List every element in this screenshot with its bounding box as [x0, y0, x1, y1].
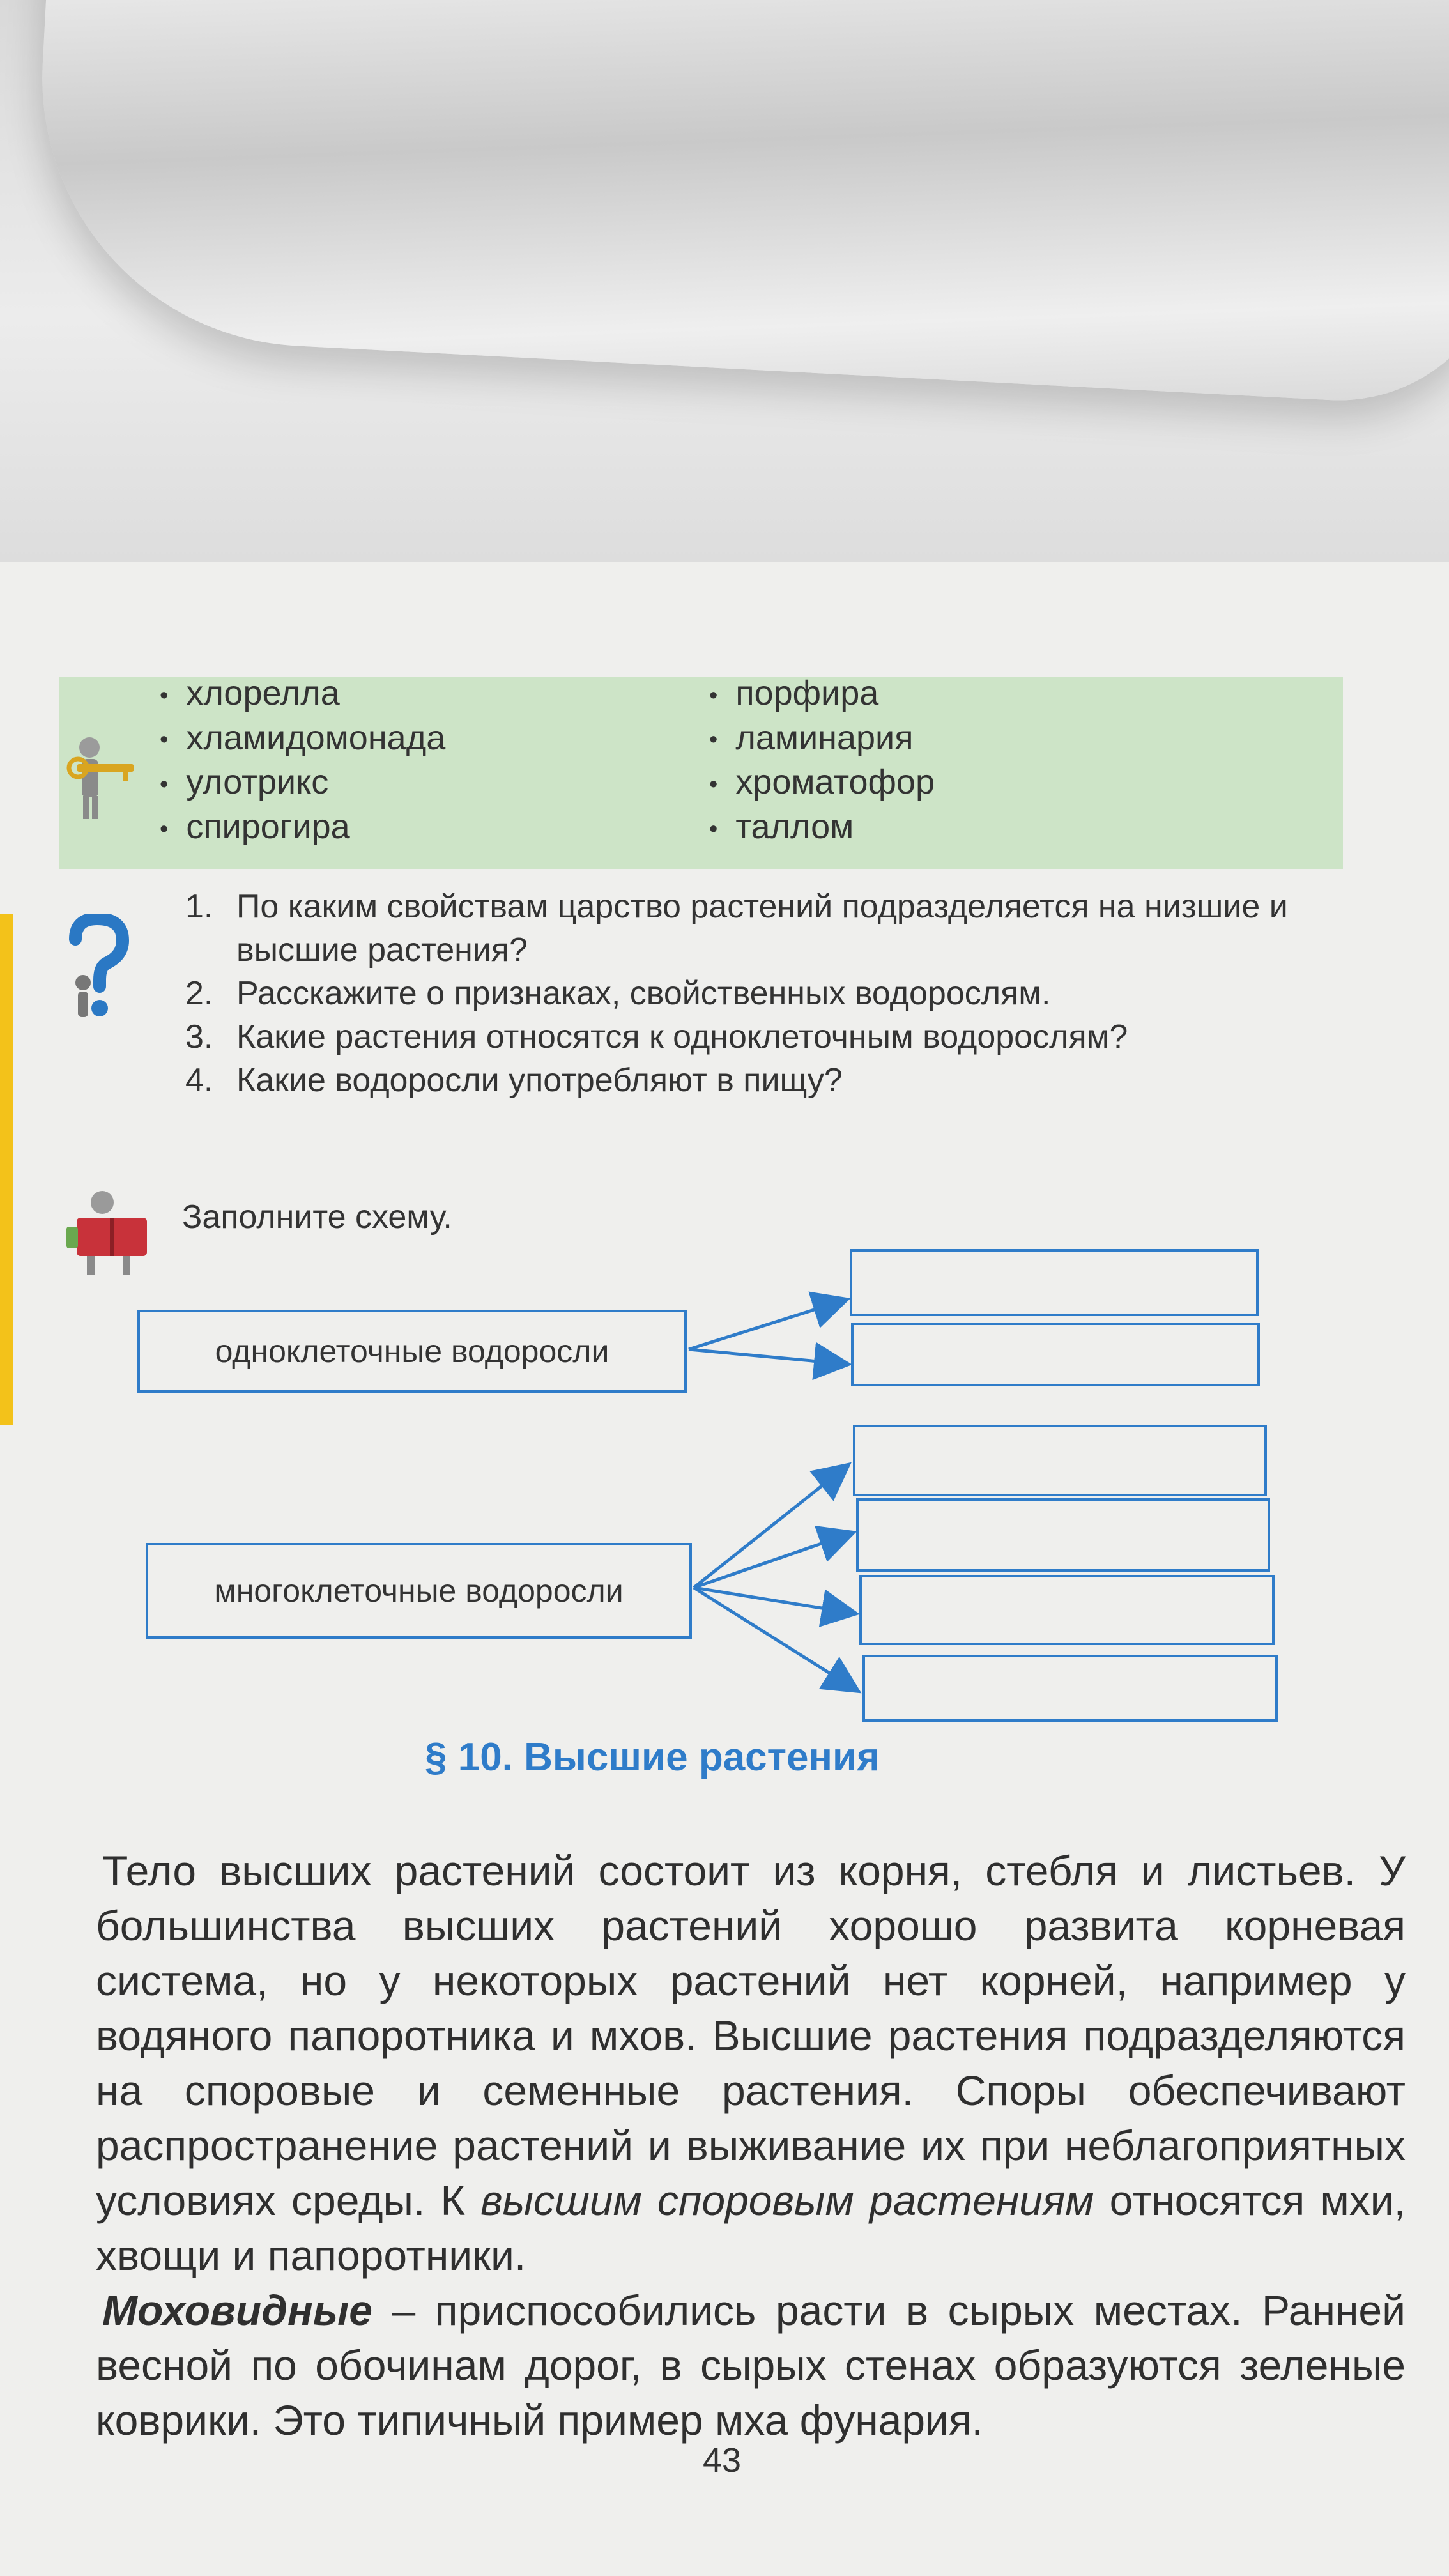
arrow [689, 1300, 845, 1349]
arrow [694, 1533, 851, 1588]
arrow [694, 1588, 856, 1690]
vocab-item: • хлорелла [160, 672, 445, 717]
page-number: 43 [703, 2441, 742, 2480]
arrow [689, 1349, 846, 1364]
arrow [694, 1588, 854, 1613]
task-instruction: Заполните схему. [182, 1199, 452, 1236]
paragraph [96, 1843, 1406, 2283]
question-number: 2. [185, 975, 213, 1012]
vocab-item: • хламидомонада [160, 717, 445, 762]
vocab-item: • улотрикс [160, 761, 445, 806]
box-multicellular-algae: многоклеточные водоросли [146, 1543, 692, 1639]
question-number: 3. [185, 1018, 213, 1055]
vocab-item: • спирогира [160, 806, 445, 850]
question-text: Расскажите о признаках, свойственных водорослям. [236, 975, 1051, 1012]
bold-term: Моховидные [102, 2287, 372, 2334]
question-number: 1. [185, 888, 213, 925]
vocab-item: • таллом [709, 806, 935, 850]
vocab-item: • порфира [709, 672, 935, 717]
paragraph-text: относятся мхи, хвощи и папоротники. [96, 2177, 1406, 2279]
section-body [96, 1843, 1406, 2448]
paragraph [96, 2283, 1406, 2448]
italic-term: высшим споровым растениям [480, 2177, 1094, 2224]
question-text: Какие водоросли употребляют в пищу? [236, 1062, 843, 1099]
box-unicellular-algae: одноклеточные водоросли [137, 1310, 687, 1393]
question-text: Какие растения относятся к одноклеточным водорослям? [236, 1018, 1128, 1055]
section-title: § 10. Высшие растения [425, 1735, 880, 1779]
question-text: По каким свойствам царство растений подразделяется на низшие и высшие растения? [236, 888, 1288, 969]
question-number: 4. [185, 1062, 213, 1099]
paragraph-text: Тело высших растений состоит из корня, стебля и листьев. У большинства высших растений хорошо развита корневая система, но у некоторых растений нет корней, например у водяного папоротника и мхов. Высшие растения подразделяются на споровые и семенные растения. Споры обеспечивают распространение растений и выживание их при неблагоприятных условиях среды. К [96, 1847, 1406, 2224]
vocab-item: • ламинария [709, 717, 935, 762]
vocab-item: • хроматофор [709, 761, 935, 806]
paragraph-text: – приспособились расти в сырых местах. Ранней весной по обочинам дорог, в сырых стенах образуются зеленые коврики. Это типичный пример мха фунария. [96, 2287, 1406, 2444]
arrow [694, 1466, 847, 1588]
